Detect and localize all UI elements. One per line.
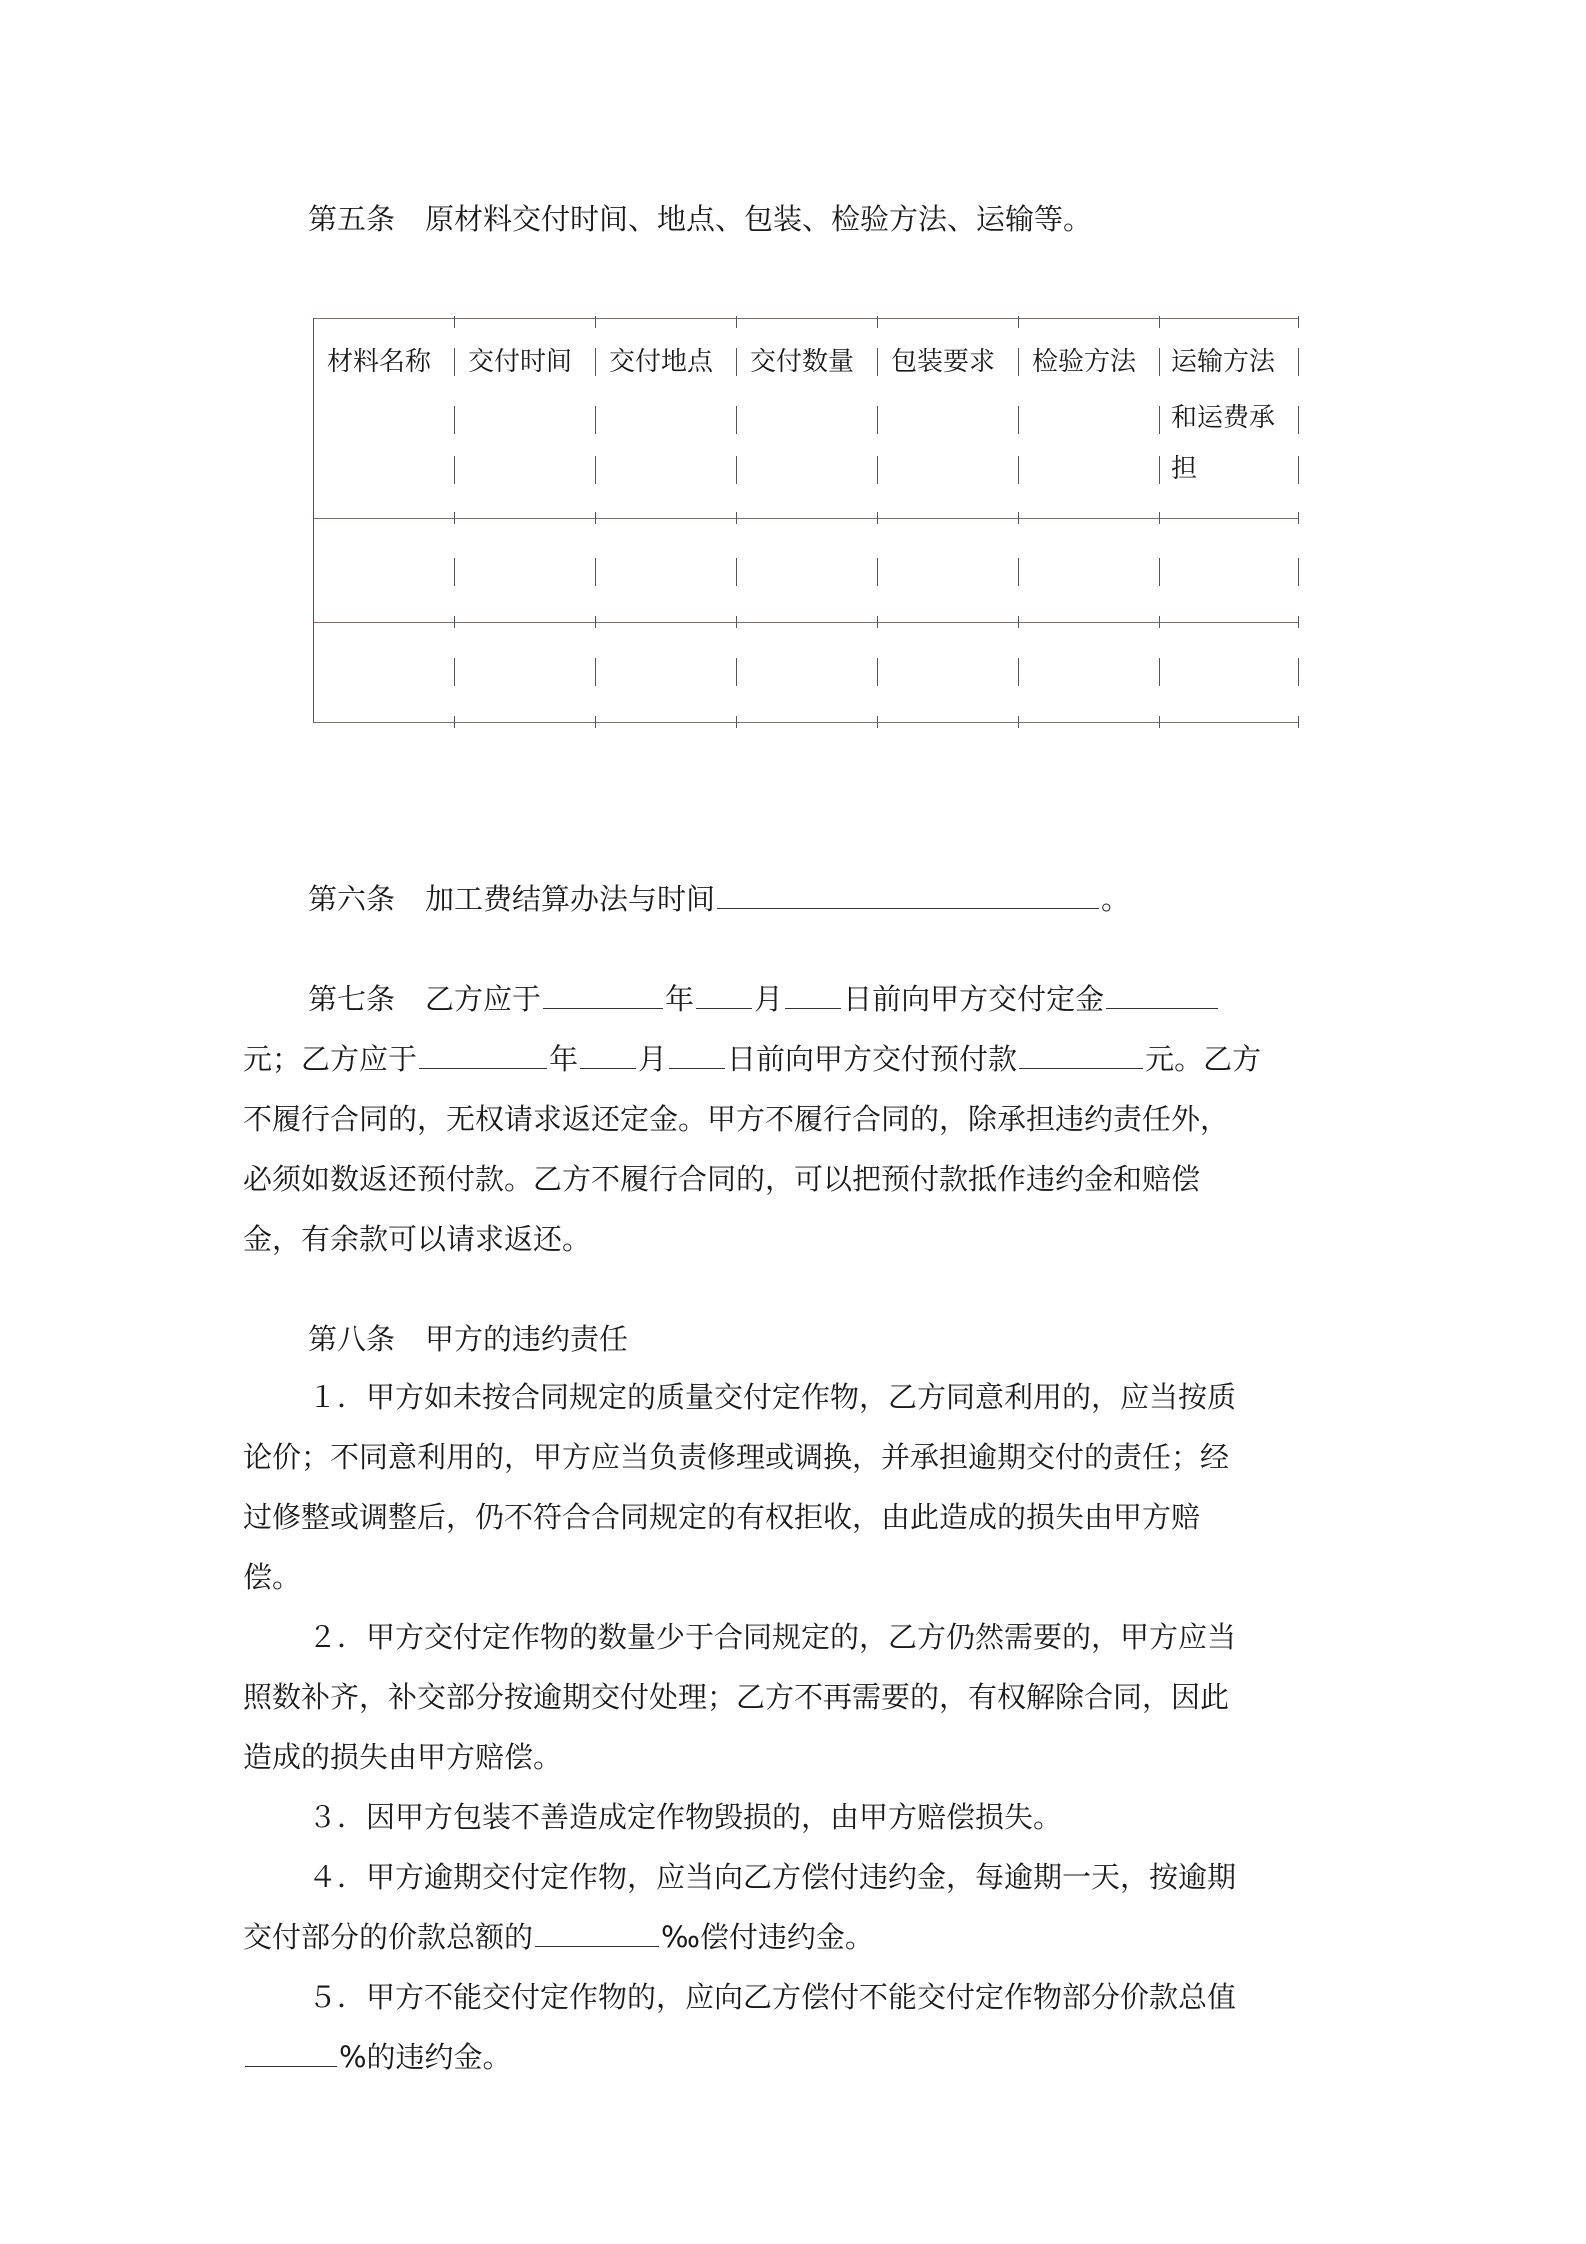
article7-line5: 金，有余款可以请求返还。 bbox=[243, 1222, 592, 1256]
article7-deposit-text: 日前向甲方交付定金 bbox=[843, 982, 1105, 1016]
tick bbox=[454, 512, 455, 524]
col-sep bbox=[1018, 456, 1019, 484]
article7-line4: 必须如数返还预付款。乙方不履行合同的，可以把预付款抵作违约金和赔偿 bbox=[243, 1162, 1201, 1196]
prepay-day-blank[interactable] bbox=[669, 1067, 725, 1069]
header-inspection: 检验方法 bbox=[1032, 347, 1137, 377]
col-sep bbox=[736, 456, 737, 484]
prepay-month-blank[interactable] bbox=[580, 1067, 636, 1069]
col-sep bbox=[595, 558, 596, 586]
deposit-month-blank[interactable] bbox=[696, 1007, 752, 1009]
table-rule-header-bottom bbox=[313, 518, 1299, 519]
year-label: 年 bbox=[549, 1042, 579, 1076]
header-transport-cont1: 和运费承 bbox=[1171, 403, 1276, 433]
col-sep bbox=[877, 558, 878, 586]
article7-line2 bbox=[243, 1030, 1261, 1088]
item4-text1: 甲方逾期交付定作物，应当向乙方偿付违约金，每逾期一天，按逾期 bbox=[366, 1860, 1237, 1894]
article6-end: 。 bbox=[1101, 882, 1131, 916]
item4-number: ４． bbox=[308, 1860, 367, 1894]
tick bbox=[1298, 716, 1299, 728]
item1-line1 bbox=[308, 1368, 1236, 1426]
article5-text: 原材料交付时间、地点、包装、检验方法、运输等。 bbox=[425, 202, 1093, 236]
tick bbox=[595, 616, 596, 628]
item2-line1 bbox=[308, 1608, 1236, 1666]
prepay-amount-blank[interactable] bbox=[1019, 1067, 1143, 1069]
col-sep bbox=[595, 456, 596, 484]
col-sep bbox=[877, 456, 878, 484]
item5-text1: 甲方不能交付定作物的，应向乙方偿付不能交付定作物部分价款总值 bbox=[366, 1980, 1237, 2014]
article6-title: 第六条 bbox=[308, 882, 396, 916]
col-sep bbox=[736, 558, 737, 586]
tick bbox=[1018, 316, 1019, 328]
item5-number: ５． bbox=[308, 1980, 367, 2014]
col-sep bbox=[454, 348, 455, 376]
col-sep bbox=[595, 406, 596, 434]
article7-line1 bbox=[308, 970, 1220, 1028]
item1-line2: 论价；不同意利用的，甲方应当负责修理或调换，并承担逾期交付的责任；经 bbox=[243, 1440, 1230, 1474]
col-sep bbox=[454, 406, 455, 434]
article8-text: 甲方的违约责任 bbox=[425, 1322, 629, 1356]
deposit-year-blank[interactable] bbox=[543, 1007, 663, 1009]
header-material-name: 材料名称 bbox=[327, 347, 432, 377]
article7-yuan-semi: 元；乙方应于 bbox=[243, 1042, 418, 1076]
col-sep bbox=[1159, 348, 1160, 376]
col-sep bbox=[1159, 406, 1160, 434]
item1-line4: 偿。 bbox=[243, 1560, 302, 1594]
header-delivery-quantity: 交付数量 bbox=[750, 347, 855, 377]
tick bbox=[1159, 316, 1160, 328]
col-sep bbox=[877, 406, 878, 434]
tick bbox=[1159, 716, 1160, 728]
material-delivery-table bbox=[313, 318, 1299, 726]
item4-text2a: 交付部分的价款总额的 bbox=[243, 1920, 534, 1954]
tick bbox=[1159, 512, 1160, 524]
col-sep bbox=[454, 658, 455, 686]
header-transport-cont2: 担 bbox=[1171, 454, 1198, 484]
col-sep bbox=[1298, 558, 1299, 586]
article8-heading bbox=[308, 1310, 628, 1368]
col-sep bbox=[1298, 348, 1299, 376]
tick bbox=[877, 316, 878, 328]
tick bbox=[1298, 512, 1299, 524]
article7-prepay-text: 日前向甲方交付预付款 bbox=[727, 1042, 1018, 1076]
table-rule-bottom bbox=[313, 722, 1299, 723]
penalty-permille-blank[interactable] bbox=[535, 1945, 659, 1947]
tick bbox=[454, 716, 455, 728]
settlement-blank[interactable] bbox=[717, 907, 1099, 909]
item5-line2 bbox=[243, 2028, 512, 2086]
col-sep bbox=[1018, 658, 1019, 686]
tick bbox=[595, 716, 596, 728]
item4-line2 bbox=[243, 1908, 874, 1966]
article7-line3: 不履行合同的，无权请求返还定金。甲方不履行合同的，除承担违约责任外， bbox=[243, 1102, 1230, 1136]
article7-title: 第七条 bbox=[308, 982, 396, 1016]
item2-line3: 造成的损失由甲方赔偿。 bbox=[243, 1740, 563, 1774]
item2-line2: 照数补齐，补交部分按逾期交付处理；乙方不再需要的，有权解除合同，因此 bbox=[243, 1680, 1230, 1714]
col-sep bbox=[454, 456, 455, 484]
month-label: 月 bbox=[638, 1042, 668, 1076]
article5-title: 第五条 bbox=[308, 202, 396, 236]
tick bbox=[1298, 616, 1299, 628]
item3-text1: 因甲方包装不善造成定作物毁损的，由甲方赔偿损失。 bbox=[366, 1800, 1063, 1834]
tick bbox=[1018, 616, 1019, 628]
col-sep bbox=[1298, 658, 1299, 686]
tick bbox=[877, 716, 878, 728]
col-sep bbox=[595, 348, 596, 376]
table-border-left bbox=[313, 318, 314, 722]
tick bbox=[736, 616, 737, 628]
item3-line1 bbox=[308, 1788, 1062, 1846]
table-rule-top bbox=[313, 318, 1299, 319]
tick bbox=[736, 512, 737, 524]
tick bbox=[595, 512, 596, 524]
col-sep bbox=[1159, 558, 1160, 586]
col-sep bbox=[1018, 348, 1019, 376]
article6-text: 加工费结算办法与时间 bbox=[425, 882, 716, 916]
penalty-percent-blank[interactable] bbox=[245, 2065, 337, 2067]
col-sep bbox=[736, 406, 737, 434]
header-delivery-time: 交付时间 bbox=[468, 347, 573, 377]
col-sep bbox=[454, 558, 455, 586]
table-rule-row1-bottom bbox=[313, 622, 1299, 623]
year-label: 年 bbox=[665, 982, 695, 1016]
col-sep bbox=[1018, 558, 1019, 586]
col-sep bbox=[1298, 406, 1299, 434]
month-label: 月 bbox=[754, 982, 784, 1016]
item4-line1 bbox=[308, 1848, 1236, 1906]
tick bbox=[1159, 616, 1160, 628]
item2-number: ２． bbox=[308, 1620, 367, 1654]
tick bbox=[1018, 716, 1019, 728]
tick bbox=[736, 716, 737, 728]
header-transport: 运输方法 bbox=[1171, 347, 1276, 377]
col-sep bbox=[595, 658, 596, 686]
prepay-year-blank[interactable] bbox=[419, 1067, 547, 1069]
col-sep bbox=[1018, 406, 1019, 434]
tick bbox=[595, 316, 596, 328]
article5-heading bbox=[308, 190, 1092, 248]
tick bbox=[1018, 512, 1019, 524]
col-sep bbox=[736, 658, 737, 686]
tick bbox=[877, 616, 878, 628]
tick bbox=[736, 316, 737, 328]
deposit-day-blank[interactable] bbox=[785, 1007, 841, 1009]
header-delivery-place: 交付地点 bbox=[609, 347, 714, 377]
col-sep bbox=[877, 348, 878, 376]
col-sep bbox=[1298, 456, 1299, 484]
col-sep bbox=[1159, 658, 1160, 686]
item3-number: ３． bbox=[308, 1800, 367, 1834]
item4-text2b: ‰偿付违约金。 bbox=[661, 1920, 874, 1954]
item5-text2: %的违约金。 bbox=[339, 2040, 512, 2074]
deposit-amount-blank[interactable] bbox=[1106, 1007, 1218, 1009]
tick bbox=[1298, 316, 1299, 328]
item1-number: １． bbox=[308, 1380, 367, 1414]
header-packaging: 包装要求 bbox=[891, 347, 996, 377]
tick bbox=[454, 316, 455, 328]
article7-yuan-end: 元。乙方 bbox=[1145, 1042, 1262, 1076]
article7-s1: 乙方应于 bbox=[425, 982, 542, 1016]
col-sep bbox=[736, 348, 737, 376]
item1-text1: 甲方如未按合同规定的质量交付定作物，乙方同意利用的，应当按质 bbox=[366, 1380, 1237, 1414]
item2-text1: 甲方交付定作物的数量少于合同规定的，乙方仍然需要的，甲方应当 bbox=[366, 1620, 1237, 1654]
tick bbox=[454, 616, 455, 628]
article8-title: 第八条 bbox=[308, 1322, 396, 1356]
item5-line1 bbox=[308, 1968, 1236, 2026]
article6-paragraph bbox=[308, 870, 1130, 928]
item1-line3: 过修整或调整后，仍不符合合同规定的有权拒收，由此造成的损失由甲方赔 bbox=[243, 1500, 1201, 1534]
col-sep bbox=[877, 658, 878, 686]
tick bbox=[877, 512, 878, 524]
col-sep bbox=[1159, 456, 1160, 484]
